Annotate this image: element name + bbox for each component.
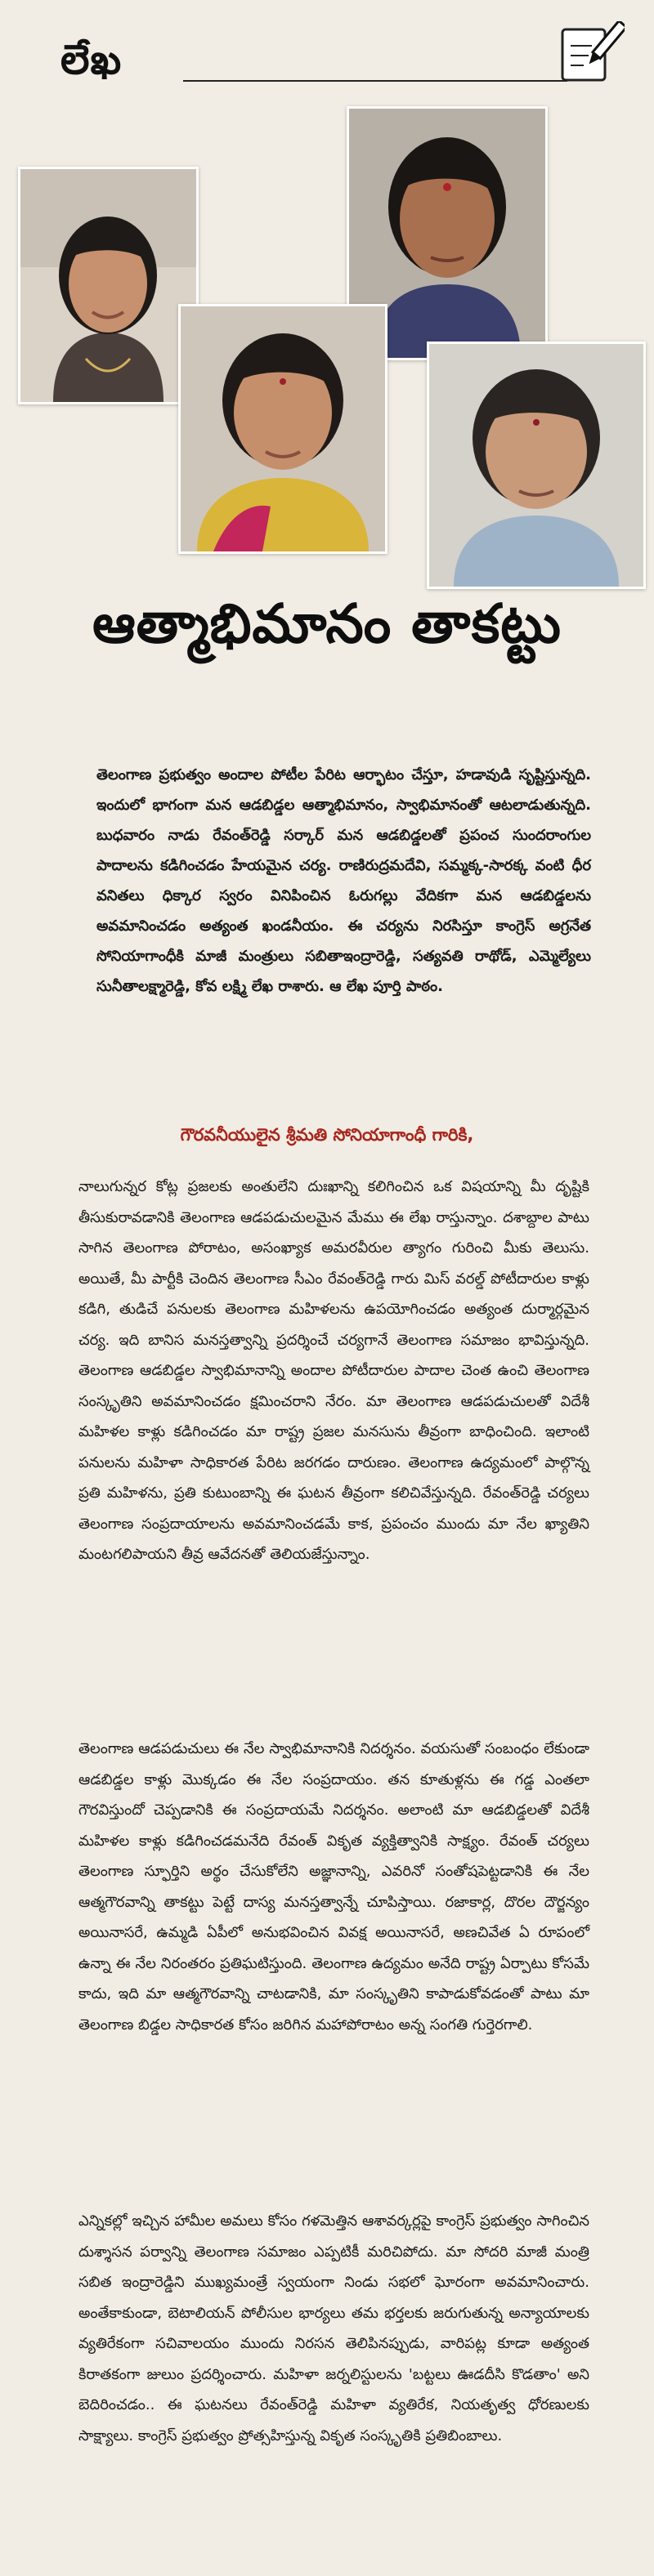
pen-writing-icon xyxy=(559,21,625,87)
masthead-rule xyxy=(183,80,567,82)
intro-paragraph: తెలంగాణ ప్రభుత్వం అందాల పోటీల పేరిట ఆర్భాటం చేస్తూ, హడావుడి సృష్టిస్తున్నది. ఇందులో భాగంగా మన ఆడబిడ్డల ఆత్మాభిమానం, స్వాభిమానంతో ఆటలాడుతున్నది. బుధవారం నాడు రేవంత్‌రెడ్డి సర్కార్ మన ఆడబిడ్డలతో ప్రపంచ సుందరాంగుల పాదాలను కడిగించడం హేయమైన చర్య. రాణిరుద్రమదేవి, సమ్మక్క-సారక్క వంటి ధీర వనితలు ధిక్కార స్వరం వినిపించిన ఓరుగల్లు వేదికగా మన ఆడబిడ్డలను అవమానించడం అత్యంత ఖండనీయం. ఈ చర్యను నిరసిస్తూ కాంగ్రెస్ అగ్రనేత సోనియాగాంధీకి మాజీ మంత్రులు సబితాఇంద్రారెడ్డి, సత్యవతి రాథోడ్, ఎమ్మెల్యేలు సునీతాలక్ష్మారెడ్డి, కోవ లక్ష్మి లేఖ రాశారు. ఆ లేఖ పూర్తి పాఠం. xyxy=(96,766,591,995)
headline: ఆత్మాభిమానం తాకట్టు xyxy=(92,592,562,655)
letter-paragraph-1: నాలుగున్నర కోట్ల ప్రజలకు అంతులేని దుఃఖాన్ని కలిగించిన ఒక విషయాన్ని మీ దృష్టికి తీసుకురావడానికి తెలంగాణ ఆడపడుచులమైన మేము ఈ లేఖ రాస్తున్నాం. దశాబ్దాల పాటు సాగిన తెలంగాణ పోరాటం, అసంఖ్యాక అమరవీరుల త్యాగం గురించి మీకు తెలుసు. అయితే, మీ పార్టీకి చెందిన తెలంగాణ సీఎం రేవంత్‌రెడ్డి గారు మిస్ వరల్డ్ పోటీదారుల కాళ్లు కడిగి, తుడిచే పనులకు తెలంగాణ మహిళలను ఉపయోగించడం అత్యంత దుర్మార్గమైన చర్య. ఇది బానిస మనస్తత్వాన్ని ప్రదర్శించే చర్యగానే తెలంగాణ సమాజం భావిస్తున్నది. తెలంగాణ ఆడబిడ్డల స్వాభిమానాన్ని అందాల పోటీదారుల పాదాల చెంత ఉంచి తెలంగాణ సంస్కృతిని అవమానించడం క్షమించరాని నేరం. మా తెలంగాణ ఆడపడుచులతో విదేశీ మహిళల కాళ్లు కడిగించడం మా రాష్ట్ర ప్రజల మనసును తీవ్రంగా బాధించింది. ఇలాంటి పనులను మహిళా సాధికారత పేరిట జరగడం దారుణం. తెలంగాణ ఉద్యమంలో పాల్గొన్న ప్రతి మహిళను, ప్రతి కుటుంబాన్ని ఈ ఘటన తీవ్రంగా కలిచివేస్తున్నది. రేవంత్‌రెడ్డి చర్యలు తెలంగాణ సంప్రదాయాలను అవమానించడమే కాక, ప్రపంచం ముందు మా నేల ఖ్యాతిని మంటగలిపాయని తీవ్ర ఆవేదనతో తెలియజేస్తున్నాం. xyxy=(78,1178,589,1563)
portrait-right xyxy=(427,342,646,589)
portrait-left xyxy=(18,167,199,404)
masthead xyxy=(60,29,592,95)
portrait-center xyxy=(178,304,387,554)
section-logo: లేఖ xyxy=(60,36,123,83)
letter-salutation: గౌరవనీయులైన శ్రీమతి సోనియాగాంధీ గారికి, xyxy=(180,1125,474,1145)
letter-paragraph-3: ఎన్నికల్లో ఇచ్చిన హామీల అమలు కోసం గళమెత్తిన ఆశావర్కర్లపై కాంగ్రెస్ ప్రభుత్వం సాగించిన దుశ్శాసన పర్వాన్ని తెలంగాణ సమాజం ఎప్పటికీ మరిచిపోదు. మా సోదరి మాజీ మంత్రి సబిత ఇంద్రారెడ్డిని ముఖ్యమంత్రే స్వయంగా నిండు సభలో ఘోరంగా అవమానించారు. అంతేకాకుండా, బెటాలియన్ పోలీసుల భార్యలు తమ భర్తలకు జరుగుతున్న అన్యాయాలకు వ్యతిరేకంగా సచివాలయం ముందు నిరసన తెలిపినప్పుడు, వారిపట్ల కూడా అత్యంత కిరాతకంగా జులుం ప్రదర్శించారు. మహిళా జర్నలిస్టులను 'బట్టలు ఊడదీసి కొడతాం' అని బెదిరించడం.. ఈ ఘటనలు రేవంత్‌రెడ్డి మహిళా వ్యతిరేక, నియతృత్వ ధోరణులకు సాక్ష్యాలు. కాంగ్రెస్ ప్రభుత్వం ప్రోత్సహిస్తున్న వికృత సంస్కృతికి ప్రతిబింబాలు. xyxy=(78,2212,589,2444)
letter-paragraph-2: తెలంగాణ ఆడపడుచులు ఈ నేల స్వాభిమానానికి నిదర్శనం. వయసుతో సంబంధం లేకుండా ఆడబిడ్డల కాళ్లు మొక్కడం ఈ నేల సంప్రదాయం. తన కూతుళ్లను ఈ గడ్డ ఎంతలా గౌరవిస్తుందో చెప్పడానికి ఈ సంప్రదాయమే నిదర్శనం. అలాంటి మా ఆడబిడ్డలతో విదేశీ మహిళల కాళ్లు కడిగించడమనేది రేవంత్ వికృత వ్యక్తిత్వానికి సాక్ష్యం. రేవంత్ చర్యలు తెలంగాణ స్ఫూర్తిని అర్థం చేసుకోలేని అజ్ఞానాన్ని, ఎవరినో సంతోషపెట్టడానికి ఈ నేల ఆత్మగౌరవాన్ని తాకట్టు పెట్టే దాస్య మనస్తత్వాన్నే చూపిస్తాయి. రజాకార్ల, దొరల దౌర్జన్యం అయినాసరే, ఉమ్మడి ఏపీలో అనుభవించిన వివక్ష అయినాసరే, అణచివేత ఏ రూపంలో ఉన్నా ఈ నేల నిరంతరం ప్రతిఘటిస్తుంది. తెలంగాణ ఉద్యమం అనేది రాష్ట్ర ఏర్పాటు కోసమే కాదు, ఇది మా ఆత్మగౌరవాన్ని చాటడానికి, మా సంస్కృతిని కాపాడుకోవడంతో పాటు మా తెలంగాణ బిడ్డల సాధికారత కోసం జరిగిన మహాపోరాటం అన్న సంగతి గుర్తెరగాలి. xyxy=(78,1740,589,2034)
